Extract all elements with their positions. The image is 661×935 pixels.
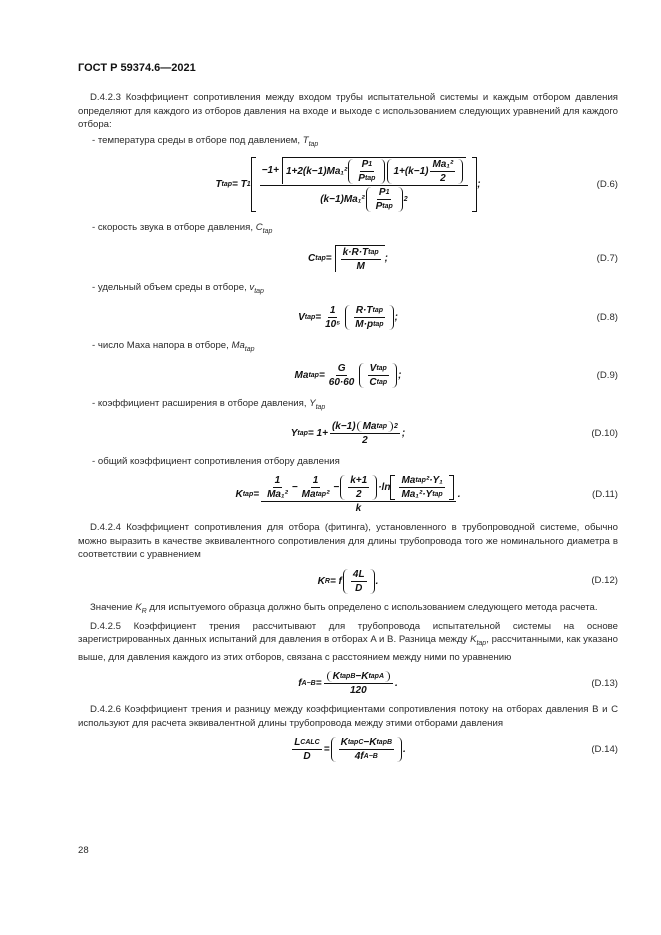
paragraph-d426: D.4.2.6 Коэффициент трения и разницу между коэффициентами сопротивления потоку на отборах давления B и C используют для расчета эквивалентной длины трубопровода между этими отборами давления (78, 704, 618, 729)
f-token: 2 (355, 489, 362, 501)
f-token: T (215, 179, 222, 191)
formula-d12 (318, 569, 379, 594)
formula-d14 (290, 737, 406, 762)
bullet-temperature (78, 134, 618, 151)
formula-d11 (235, 475, 460, 514)
f-token: A−B (363, 753, 378, 761)
symbol-sub: R (141, 607, 147, 615)
f-token: 4L (352, 568, 365, 580)
f-token: V (298, 312, 305, 324)
paragraph-d423: D.4.2.3 Коэффициент сопротивления между входом трубы испытательной системы и каждым отбором давления определяют для каждого из отборов давления на входе и выходе с использованием следующих уравнений для каждого отбора: (78, 92, 618, 130)
equation-row-d9 (78, 356, 618, 395)
f-token: R (324, 577, 330, 585)
f-token: 2 (440, 173, 446, 185)
bullet-expansion (78, 397, 618, 414)
f-token: K (235, 489, 243, 501)
bullet-text: - удельный объем среды в отборе, (92, 282, 250, 294)
equation-number: (D.14) (591, 743, 618, 755)
f-token: 2 (393, 423, 398, 431)
f-token: P (361, 159, 369, 171)
f-token: K (369, 737, 377, 749)
f-token: tapB (339, 673, 356, 681)
equation-row-d13 (78, 664, 618, 703)
symbol: C (255, 222, 263, 234)
f-token: tap (221, 181, 233, 189)
f-token: ; (384, 253, 388, 265)
f-token: 1 (385, 189, 390, 197)
document-header: ГОСТ Р 59374.6—2021 (78, 62, 196, 74)
f-token: ; (477, 179, 481, 191)
equation-row-d8 (78, 298, 618, 337)
f-token: V (369, 363, 377, 375)
f-token: M·p (355, 319, 374, 331)
f-token: 1 (246, 181, 251, 189)
f-token: k (355, 503, 362, 515)
f-token: C (369, 377, 377, 389)
f-token: 4f (354, 751, 364, 763)
f-token: ·Y₁ (429, 475, 443, 487)
f-token: tap (315, 491, 327, 499)
equation-row-d12 (78, 562, 618, 601)
f-token: ; (401, 428, 406, 440)
f-token: 2 (362, 435, 368, 447)
f-token: k+1 (350, 475, 368, 487)
f-token: = (253, 489, 260, 501)
f-token: tapC (347, 739, 364, 747)
formula-d9 (295, 363, 402, 388)
f-token: k·R·T (342, 247, 369, 259)
paragraph-d425 (78, 620, 618, 664)
f-token: L (294, 737, 301, 749)
f-token: tap (368, 249, 379, 257)
f-token: Ma (294, 370, 309, 382)
f-token: tap (376, 423, 387, 431)
f-token: = f (329, 575, 342, 587)
text: , рассчитанными, как указано выше, для давления каждого из этих отборов, связана с расстоянием между ними по уравнению (78, 634, 618, 663)
text: D.4.2.5 Коэффициент трения рассчитывают для трубопровода испытательной системы на основе зарегистрированных данных испытаний для давления в отборах A и B. Разница между (78, 620, 618, 646)
f-token: Ma (362, 421, 377, 433)
f-token: −1+ (261, 165, 279, 177)
f-token: tapA (368, 673, 385, 681)
f-token: M (356, 261, 365, 273)
f-token: K (361, 671, 369, 683)
equation-number: (D.7) (596, 252, 618, 264)
equation-row-d11 (78, 468, 618, 521)
equation-row-d14 (78, 730, 618, 769)
f-token: R·T (355, 305, 373, 317)
formula-d7 (308, 245, 388, 272)
f-token: ; (394, 312, 398, 324)
f-token: A−B (301, 680, 316, 688)
f-token: C (308, 253, 316, 265)
bullet-text: - скорость звука в отборе давления, (92, 222, 256, 234)
formula-d8 (298, 305, 398, 330)
equation-row-d10 (78, 414, 618, 453)
bullet-sound-speed (78, 221, 618, 238)
f-token: tap (297, 430, 308, 438)
symbol: T (302, 134, 309, 146)
f-token: tap (308, 372, 319, 380)
f-token: − (355, 671, 362, 683)
f-token: = (315, 312, 322, 324)
symbol-sub: tap (244, 346, 255, 354)
equation-number: (D.8) (596, 311, 618, 323)
f-token: tap (364, 175, 376, 183)
f-token: 2 (403, 196, 408, 204)
bullet-mach (78, 339, 618, 356)
symbol: K (470, 634, 477, 646)
f-token: P (378, 187, 386, 199)
symbol-sub: tap (315, 404, 326, 412)
bullet-total-coefficient (78, 455, 618, 468)
f-token: (k−1)Ma₁² (320, 194, 365, 206)
f-token: Ma (401, 475, 416, 487)
f-token: 10⁵ (325, 319, 341, 331)
f-token: Ma (301, 489, 316, 501)
f-token: P (375, 201, 383, 213)
symbol-sub: tap (308, 140, 319, 148)
f-token: . (457, 489, 461, 501)
f-token: 120 (349, 685, 367, 697)
equation-number: (D.10) (591, 427, 618, 439)
f-token: 60·60 (328, 377, 355, 389)
f-token: = (323, 744, 330, 756)
f-token: ; (398, 370, 402, 382)
f-token: K (332, 671, 340, 683)
f-token: − (363, 737, 370, 749)
f-token: tap (415, 477, 426, 485)
bullet-specific-volume (78, 281, 618, 298)
symbol-sub: tap (254, 288, 264, 296)
f-token: K (317, 575, 325, 587)
formula-d10 (291, 421, 405, 446)
text: Значение (90, 601, 136, 613)
f-token: CALC (300, 739, 320, 747)
bullet-text: - температура среды в отборе под давлением, (92, 134, 303, 146)
f-token: Ma₁² (267, 489, 288, 501)
f-token: 1+(k−1) (393, 166, 429, 178)
f-token: tap (382, 203, 393, 211)
f-token: − (333, 482, 340, 494)
f-token: tap (376, 365, 387, 373)
f-token: tap (315, 255, 326, 263)
symbol-sub: tap (262, 228, 273, 236)
f-token: 1+2(k−1)Ma₁² (285, 166, 348, 178)
f-token: 1 (368, 161, 373, 169)
f-token: Ma₁² (401, 489, 423, 501)
formula-d13 (298, 671, 398, 696)
symbol: Y (309, 398, 316, 410)
symbol: v (249, 282, 255, 294)
f-token: ² (326, 489, 330, 501)
f-token: ² (425, 475, 430, 487)
f-token: Ma₁² (432, 159, 454, 171)
bullet-text: - общий коэффициент сопротивления отбору давления (92, 456, 340, 468)
equation-number: (D.9) (596, 369, 618, 381)
equation-row-d6 (78, 150, 618, 219)
f-token: Y (290, 428, 298, 440)
formula-d6 (215, 157, 480, 212)
f-token: tapB (376, 739, 393, 747)
f-token: 1 (274, 475, 281, 487)
f-token: . (375, 575, 379, 587)
f-token: K (340, 737, 348, 749)
f-token: tap (432, 491, 443, 499)
f-token: tap (373, 321, 384, 329)
equation-row-d7 (78, 238, 618, 279)
f-token: 1 (329, 305, 336, 317)
f-token: G (337, 363, 346, 375)
equation-number: (D.13) (591, 677, 618, 689)
symbol: K (135, 601, 142, 613)
equation-number: (D.11) (592, 488, 618, 500)
page-content (78, 62, 618, 769)
f-token: − (291, 482, 298, 494)
f-token: tap (304, 314, 316, 322)
f-token: tap (372, 307, 383, 315)
f-token: P (358, 173, 365, 185)
f-token: 1 (312, 475, 319, 487)
f-token: ·Y (422, 489, 433, 501)
text: для испытуемого образца должно быть определено с использованием следующего метода расчета. (146, 601, 598, 613)
bullet-text: - число Маха напора в отборе, (92, 340, 232, 352)
paragraph-kr-value (78, 601, 618, 618)
f-token: = (315, 678, 322, 690)
f-token: tap (376, 379, 388, 387)
f-token: . (395, 678, 398, 690)
equation-number: (D.12) (591, 575, 618, 587)
page-number: 28 (78, 845, 89, 856)
f-token: ·ln (378, 482, 391, 494)
symbol-sub: tap (476, 640, 487, 648)
f-token: = T (232, 179, 247, 191)
f-token: = (318, 370, 325, 382)
f-token: D (355, 582, 363, 594)
f-token: . (403, 744, 406, 756)
f-token: (k−1) (331, 421, 356, 433)
equation-number: (D.6) (596, 178, 618, 190)
f-token: D (303, 751, 311, 763)
symbol: Ma (231, 340, 245, 352)
f-token: = (325, 253, 332, 265)
paragraph-d424: D.4.2.4 Коэффициент сопротивления для отбора (фитинга), установленного в трубопроводной системе, обычно можно выразить в качестве эквивалентного сопротивления для длины трубопровода того же номинального диаметра в соответствии с уравнением (78, 522, 618, 561)
bullet-text: - коэффициент расширения в отборе давления, (92, 398, 310, 410)
f-token: tap (242, 491, 254, 499)
f-token: = 1+ (307, 428, 328, 440)
f-token: f (298, 678, 302, 690)
